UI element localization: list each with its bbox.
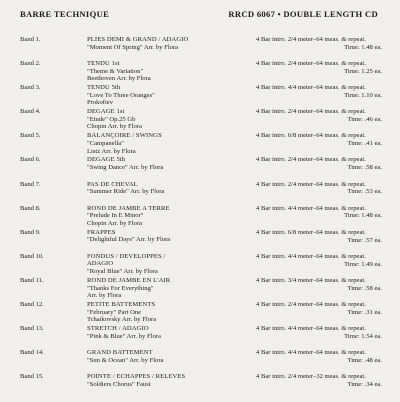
- track-title: PAS DE CHEVAL: [87, 180, 138, 188]
- track-row: [20, 349, 382, 373]
- track-detail: "Sun & Ocean" Arr. by Flora: [87, 356, 164, 364]
- track-detail: Chopin Arr. by Flora: [87, 219, 142, 227]
- track-time: Time: .46 ea.: [347, 116, 382, 124]
- track-title: PLIES DEMI & GRAND / ADAGIO: [87, 36, 189, 43]
- track-description: [87, 84, 252, 107]
- track-row: [20, 132, 382, 156]
- track-detail: "Delightful Days" Arr. by Flora: [87, 236, 171, 244]
- track-detail: "Royal Blue" Arr. by Flora: [87, 268, 158, 276]
- band-number: Band 11.: [20, 276, 44, 284]
- track-measures: 4 Bar intro. 2/4 meter–64 meas. & repeat.: [256, 36, 366, 43]
- track-detail: "Swing Dance" Arr. by Flora: [87, 164, 164, 172]
- track-measures: 4 Bar intro. 2/4 meter–64 meas. & repeat.: [256, 108, 366, 116]
- track-time: Time: .41 ea.: [347, 140, 382, 148]
- catalog-number: RRCD 6067 • DOUBLE LENGTH CD: [228, 9, 378, 19]
- track-measures: 4 Bar intro. 2/4 meter–64 meas. & repeat.: [256, 156, 366, 164]
- track-time: Time: 1.10 ea.: [344, 91, 382, 99]
- track-title: FRAPPES: [87, 228, 116, 236]
- track-detail: "Pink & Blue" Arr. by Flora: [87, 332, 161, 340]
- track-description: [87, 373, 252, 388]
- track-description: [87, 108, 252, 131]
- band-number: Band 1.: [20, 36, 41, 43]
- track-measures: 4 Bar intro. 4/4 meter–64 meas. & repeat.: [256, 84, 366, 92]
- track-measures: 4 Bar intro. 6/8 meter–64 meas. & repeat.: [256, 132, 366, 140]
- track-title: BALANÇOIRE / SWINGS: [87, 132, 162, 140]
- track-row: [20, 253, 382, 277]
- track-detail: "Love To Three Oranges": [87, 91, 155, 99]
- track-measures: 4 Bar intro. 2/4 meter–32 meas. & repeat.: [256, 373, 366, 381]
- track-description: [87, 301, 252, 324]
- track-detail: "Campanella": [87, 139, 124, 147]
- track-row: [20, 229, 382, 253]
- track-detail: Listz Arr. by Flora: [87, 147, 136, 155]
- track-list: [20, 36, 382, 397]
- track-time: Time: .31 ea.: [347, 308, 382, 316]
- track-measures: 4 Bar intro. 6/8 meter–64 meas. & repeat.: [256, 228, 366, 236]
- track-time: Time: 1.48 ea.: [344, 43, 382, 51]
- track-detail: Arr. by Flora: [87, 292, 122, 300]
- track-title: PETITE BATTEMENTS: [87, 301, 156, 309]
- track-row: [20, 205, 382, 229]
- band-number: Band 12.: [20, 301, 44, 309]
- track-row: [20, 84, 382, 108]
- track-detail: Chopin Arr. by Flora: [87, 123, 142, 131]
- band-number: Band 6.: [20, 156, 41, 164]
- band-number: Band 8.: [20, 204, 41, 212]
- page-title: BARRE TECHNIQUE: [20, 9, 110, 19]
- track-detail: "Etude" Op.25 Gb: [87, 115, 136, 123]
- track-detail: "Summer Ride" Arr. by Flora: [87, 188, 165, 196]
- track-description: [87, 60, 252, 83]
- track-description: [87, 132, 252, 155]
- track-title: STRETCH / ADAGIO: [87, 325, 149, 333]
- band-number: Band 4.: [20, 108, 41, 116]
- track-measures: 4 Bar intro. 4/4 meter–64 meas. & repeat.: [256, 349, 366, 357]
- track-description: [87, 156, 252, 171]
- track-time: Time: .58 ea.: [347, 164, 382, 172]
- track-measures: 4 Bar intro. 3/4 meter–64 meas. & repeat.: [256, 276, 366, 284]
- band-number: Band 5.: [20, 132, 41, 140]
- track-description: [87, 181, 252, 196]
- track-measures: 4 Bar intro. 2/4 meter–64 meas. & repeat.: [256, 60, 366, 68]
- track-detail: "Theme & Variation": [87, 67, 144, 75]
- track-title: TENDU 1st: [87, 60, 120, 68]
- track-title: DEGAGE 1st: [87, 108, 125, 116]
- track-detail: Beethoven Arr. by Flora: [87, 75, 151, 83]
- track-time: Time: .34 ea.: [347, 381, 382, 389]
- track-time: Time: .58 ea.: [347, 284, 382, 292]
- band-number: Band 9.: [20, 228, 41, 236]
- track-detail: ADAGIO: [87, 260, 114, 268]
- track-detail: Tchaikovsky Arr. by Flora: [87, 316, 157, 324]
- track-time: Time: 1.48 ea.: [344, 212, 382, 220]
- track-row: [20, 60, 382, 84]
- track-description: [87, 277, 252, 300]
- track-title: TENDU 5th: [87, 84, 121, 92]
- track-time: Time: .48 ea.: [347, 357, 382, 365]
- track-measures: 4 Bar intro. 4/4 meter–64 meas. & repeat.: [256, 325, 366, 333]
- track-description: [87, 36, 252, 51]
- track-time: Time: 1.54 ea.: [344, 332, 382, 340]
- track-detail: "Soldiers Chorus" Faust: [87, 380, 151, 388]
- track-detail: "Prelude In E Minor": [87, 212, 144, 220]
- track-row: [20, 301, 382, 325]
- track-time: Time: .53 ea.: [347, 188, 382, 196]
- track-measures: 4 Bar intro. 4/4 meter–64 meas. & repeat.: [256, 204, 366, 212]
- track-row: [20, 181, 382, 205]
- track-description: [87, 349, 252, 364]
- track-row: [20, 277, 382, 301]
- track-title: DEGAGE 5th: [87, 156, 126, 164]
- track-title: GRAND BATTEMENT: [87, 349, 153, 357]
- band-number: Band 13.: [20, 325, 44, 333]
- track-row: [20, 156, 382, 180]
- track-time: Time: 1.25 ea.: [344, 67, 382, 75]
- track-title: POINTE / ECHAPPES / RELEVES: [87, 373, 186, 381]
- band-number: Band 10.: [20, 252, 44, 260]
- track-row: [20, 36, 382, 60]
- track-detail: "February" Part One: [87, 308, 142, 316]
- header: [20, 9, 380, 35]
- track-row: [20, 373, 382, 397]
- track-row: [20, 325, 382, 349]
- track-description: [87, 205, 252, 228]
- track-row: [20, 108, 382, 132]
- track-detail: Prokofiev: [87, 99, 114, 107]
- track-detail: "Thanks For Everything": [87, 284, 154, 292]
- band-number: Band 2.: [20, 60, 41, 68]
- track-description: [87, 253, 252, 276]
- track-title: ROND DE JAMBE EN L'AIR: [87, 276, 171, 284]
- band-number: Band 7.: [20, 180, 41, 188]
- band-number: Band 15.: [20, 373, 44, 381]
- band-number: Band 14.: [20, 349, 44, 357]
- track-detail: "Moment Of Spring" Arr. by Flora: [87, 43, 179, 51]
- track-time: Time: 1.49 ea.: [344, 260, 382, 268]
- band-number: Band 3.: [20, 84, 41, 92]
- track-title: ROND DE JAMBE A TERRE: [87, 204, 170, 212]
- track-time: Time: .57 ea.: [347, 236, 382, 244]
- track-description: [87, 325, 252, 340]
- track-measures: 4 Bar intro. 2/4 meter–64 meas. & repeat.: [256, 180, 366, 188]
- track-description: [87, 229, 252, 244]
- track-title: FONDUS / DEVELOPPES /: [87, 252, 166, 260]
- track-measures: 4 Bar intro. 2/4 meter–64 meas. & repeat.: [256, 301, 366, 309]
- track-measures: 4 Bar intro. 4/4 meter–64 meas. & repeat.: [256, 252, 366, 260]
